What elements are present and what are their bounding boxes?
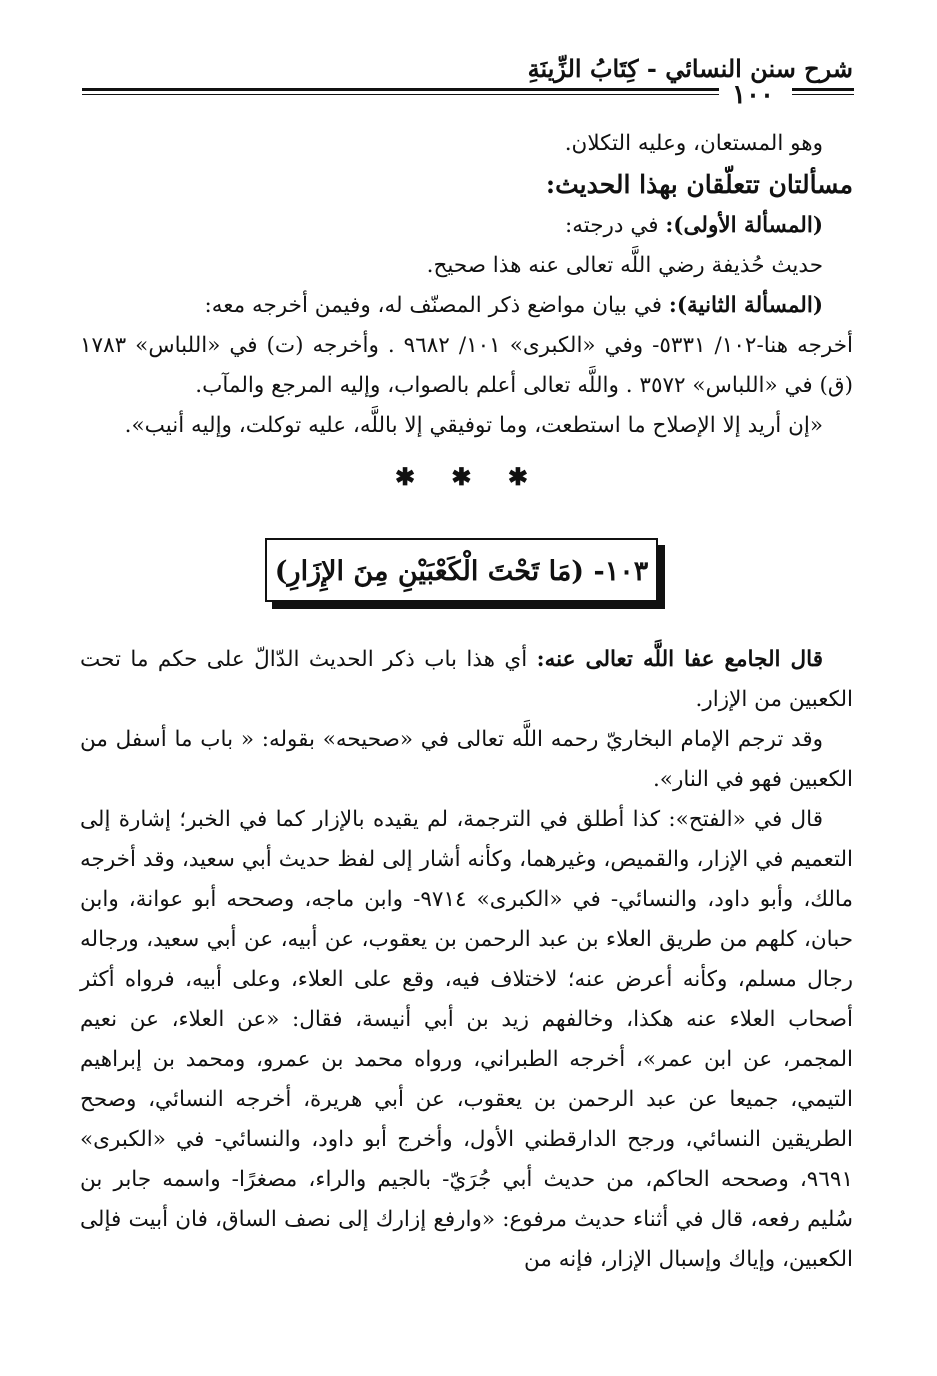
chapter-title-box: [265, 538, 658, 602]
question-two-text: في بيان مواضع ذكر المصنّف له، وفيمن أخرجه معه:: [204, 293, 669, 318]
body-paragraph-1: [80, 640, 853, 720]
header-rule-short-thin: [792, 94, 854, 95]
top-section: [80, 124, 853, 446]
question-one: [80, 206, 853, 246]
question-two-label: (المسألة الثانية):: [668, 293, 823, 318]
question-one-text: في درجته:: [565, 213, 666, 238]
header-rule-long-thin: [82, 94, 719, 95]
page-number: ١٠٠: [732, 80, 774, 110]
section-heading: مسألتان تتعلّقان بهذا الحديث:: [545, 170, 853, 199]
chapter-title: ١٠٣- (مَا تَحْتَ الْكَعْبَيْنِ مِنَ الإِزَارِ): [274, 556, 649, 587]
closing-quote: «إن أريد إلا الإصلاح ما استطعت، وما توفيقي إلا باللَّه، عليه توكلت، وإليه أنيب».: [124, 413, 823, 438]
question-two: [80, 286, 853, 326]
question-two-answer: أخرجه هنا-١٠٢/ ٥٣٣١- وفي «الكبرى» ١٠١/ ٩٦٨٢ . وأخرجه (ت) في «اللباس» ١٧٨٣ (ق) في «اللباس» ٣٥٧٢ . واللَّه تعالى أعلم بالصواب، وإليه المرجع والمآب.: [80, 333, 854, 398]
section-separator: ✱ ✱ ✱: [394, 462, 543, 491]
question-one-label: (المسألة الأولى):: [665, 213, 823, 238]
body-paragraph-1-text: أي هذا باب ذكر الحديث الدّالّ على حكم ما تحت الكعبين من الإزار.: [80, 647, 853, 712]
question-one-answer: حديث حُذيفة رضي اللَّه تعالى عنه هذا صحيح.: [426, 253, 823, 278]
opening-line: وهو المستعان، وعليه التكلان.: [564, 131, 823, 156]
author-intro-label: قال الجامع عفا اللَّه تعالى عنه:: [536, 647, 823, 672]
body-paragraph-3: قال في «الفتح»: كذا أطلق في الترجمة، لم يقيده بالإزار كما في الخبر؛ إشارة إلى التعميم في الإزار، والقميص، وغيرهما، وكأنه أشار إلى لفظ حديث أبي سعيد، وقد أخرجه مالك، وأبو داود، والنسائي- في «الكبرى» ٩٧١٤- وابن ماجه، وصححه أبو عوانة، وابن حبان، كلهم من طريق العلاء بن عبد الرحمن بن يعقوب، عن أبيه، عن أبي سعيد، ورجاله رجال مسلم، وكأنه أعرض عنه؛ لاختلاف فيه، وقع على العلاء، وعلى أبيه، فرواه أكثر أصحاب العلاء عنه هكذا، وخالفهم زيد بن أبي أنيسة، فقال: «عن العلاء، عن نعيم المجمر، عن ابن عمر»، أخرجه الطبراني، ورواه محمد بن عمرو، ومحمد بن إبراهيم التيمي، جميعا عن عبد الرحمن بن يعقوب، عن أبي هريرة، أخرجه النسائي، وصحح الطريقين النسائي، ورجح الدارقطني الأول، وأخرج أبو داود، والنسائي- في «الكبرى» ٩٦٩١، وصححه الحاكم، من حديث أبي جُرَيّ- بالجيم والراء، مصغرًا- واسمه جابر بن سُليم رفعه، قال في أثناء حديث مرفوع: «وارفع إزارك إلى نصف الساق، فان أبيت فإلى الكعبين، وإياك وإسبال الإزار، فإنه من: [80, 807, 854, 1272]
header-rule-long: [82, 88, 719, 91]
running-header-title: شرح سنن النسائي - كِتَابُ الزِّينَةِ: [527, 54, 853, 83]
main-body: [80, 640, 853, 1280]
body-paragraph-2: وقد ترجم الإمام البخاريّ رحمه اللَّه تعالى في «صحيحه» بقوله: « باب ما أسفل من الكعبين فهو في النار».: [80, 727, 853, 792]
header-rule-short: [792, 88, 854, 91]
